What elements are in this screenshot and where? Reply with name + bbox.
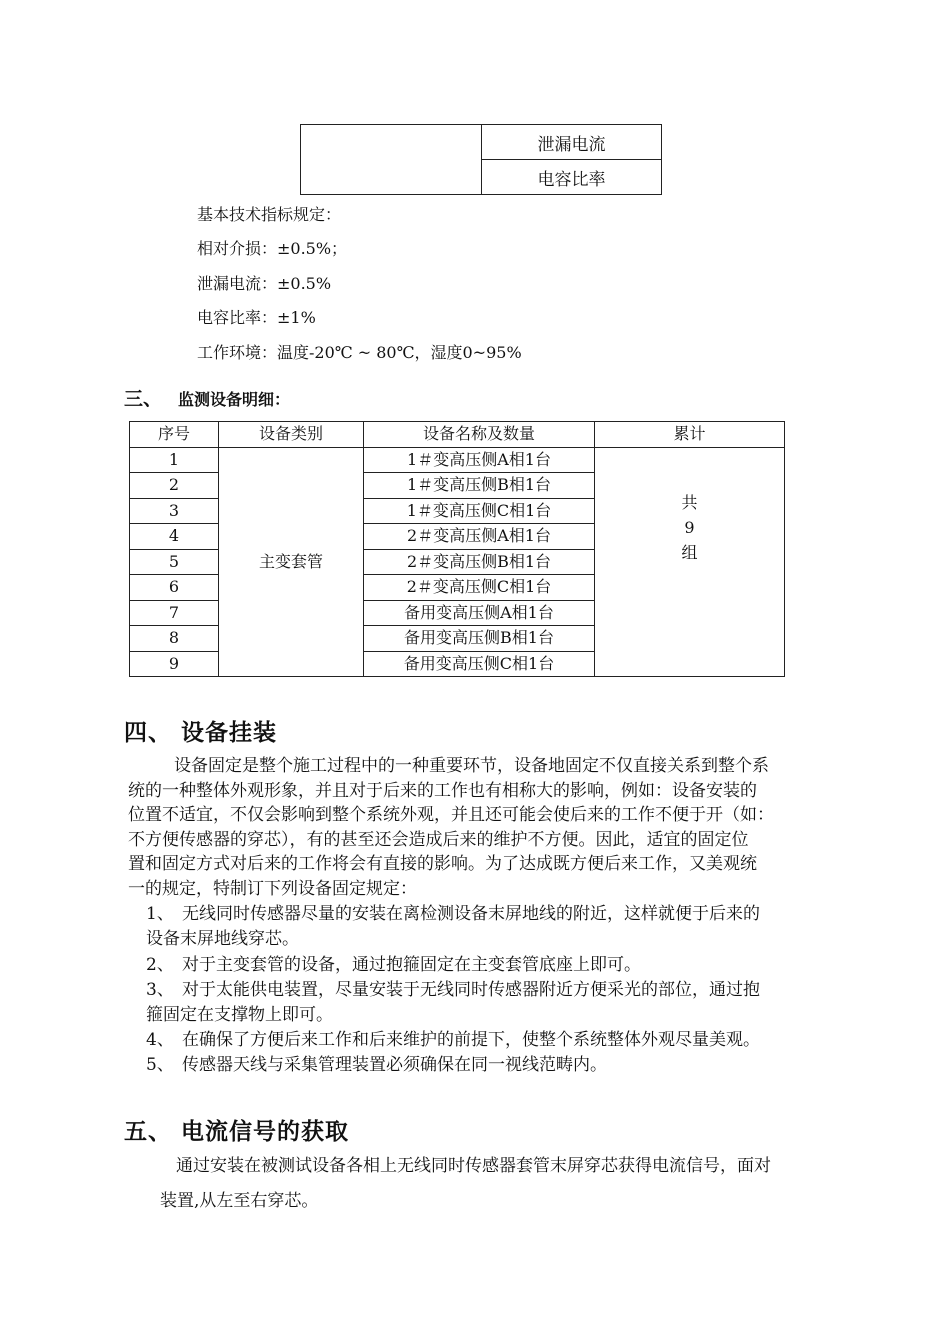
top-table <box>300 124 662 195</box>
paragraph-line: 不方便传感器的穿芯），有的甚至还会造成后来的维护不方便。因此，适宜的固定位 <box>128 829 749 850</box>
spec-item: 相对介损：±0.5%； <box>197 239 348 258</box>
row-name: 2＃变高压侧A相1台 <box>364 524 595 550</box>
list-text: 传感器天线与采集管理装置必须确保在同一视线范畴内。 <box>182 1055 607 1075</box>
spec-item: 泄漏电流：±0.5% <box>197 274 332 293</box>
row-no: 1 <box>130 447 219 473</box>
section5-line: 通过安装在被测试设备各相上无线同时传感器套管末屏穿芯获得电流信号，面对 <box>176 1156 771 1176</box>
top-table-cell: 泄漏电流 <box>482 125 662 160</box>
section3-heading <box>124 384 290 411</box>
row-no: 4 <box>130 524 219 550</box>
list-text-cont: 箍固定在支撑物上即可。 <box>146 1005 333 1025</box>
row-name: 备用变高压侧B相1台 <box>364 626 595 652</box>
total-line: 9 <box>684 517 695 537</box>
section5-heading: 五、 电流信号的获取 <box>124 1118 350 1145</box>
list-number: 5、 <box>146 1055 174 1075</box>
section3-title: 监测设备明细： <box>178 390 291 409</box>
top-table-cell: 电容比率 <box>482 160 662 195</box>
section4-paragraph <box>128 754 844 901</box>
header-total: 累计 <box>595 422 785 448</box>
list-number: 3、 <box>146 980 174 1000</box>
total-cell <box>595 447 785 677</box>
row-name: 备用变高压侧C相1台 <box>364 651 595 677</box>
header-category: 设备类别 <box>219 422 364 448</box>
section5-line: 装置,从左至右穿芯。 <box>160 1191 319 1211</box>
list-text: 在确保了方便后来工作和后来维护的前提下，使整个系统整体外观尽量美观。 <box>182 1030 760 1050</box>
header-no: 序号 <box>130 422 219 448</box>
list-number: 4、 <box>146 1030 174 1050</box>
row-no: 9 <box>130 651 219 677</box>
paragraph-line: 位置不适宜，不仅会影响到整个系统外观，并且还可能会使后来的工作不便于开（如： <box>128 805 774 825</box>
row-no: 3 <box>130 498 219 524</box>
list-text: 对于太能供电装置，尽量安装于无线同时传感器附近方便采光的部位，通过抱 <box>182 980 760 1000</box>
category-cell: 主变套管 <box>219 447 364 677</box>
list-text: 无线同时传感器尽量的安装在离检测设备末屏地线的附近，这样就便于后来的 <box>182 904 760 924</box>
section4-heading: 四、 设备挂装 <box>124 719 278 746</box>
paragraph-line: 统的一种整体外观形象，并且对于后来的工作也有相称大的影响，例如：设备安装的 <box>128 780 757 801</box>
row-no: 7 <box>130 600 219 626</box>
paragraph-line: 一的规定，特制订下列设备固定规定： <box>128 878 417 899</box>
table-row <box>130 447 785 473</box>
list-item <box>146 978 851 1028</box>
row-no: 2 <box>130 473 219 499</box>
paragraph-line: 设备固定是整个施工过程中的一种重要环节，设备地固定不仅直接关系到整个系 <box>174 756 769 776</box>
row-no: 6 <box>130 575 219 601</box>
top-table-empty-cell <box>301 125 482 195</box>
equipment-table <box>129 421 785 677</box>
row-no: 8 <box>130 626 219 652</box>
section3-number: 三、 <box>124 388 163 410</box>
header-name: 设备名称及数量 <box>364 422 595 448</box>
row-name: 1＃变高压侧A相1台 <box>364 447 595 473</box>
list-number: 1、 <box>146 904 174 924</box>
list-text-cont: 设备末屏地线穿芯。 <box>146 929 299 949</box>
total-line: 共 <box>681 492 698 512</box>
row-name: 2＃变高压侧B相1台 <box>364 549 595 575</box>
row-no: 5 <box>130 549 219 575</box>
table-header-row <box>130 422 785 448</box>
list-item <box>146 1028 851 1053</box>
list-item <box>146 902 851 952</box>
list-item <box>146 953 851 978</box>
row-name: 1＃变高压侧B相1台 <box>364 473 595 499</box>
row-name: 1＃变高压侧C相1台 <box>364 498 595 524</box>
row-name: 备用变高压侧A相1台 <box>364 600 595 626</box>
spec-heading: 基本技术指标规定： <box>197 205 342 224</box>
row-name: 2＃变高压侧C相1台 <box>364 575 595 601</box>
list-item <box>146 1053 851 1078</box>
list-text: 对于主变套管的设备，通过抱箍固定在主变套管底座上即可。 <box>182 955 641 975</box>
total-line: 组 <box>681 542 698 562</box>
spec-item: 电容比率：±1% <box>197 308 316 327</box>
list-number: 2、 <box>146 955 174 975</box>
spec-item: 工作环境：温度-20℃ ~ 80℃，湿度0~95% <box>197 343 522 362</box>
paragraph-line: 置和固定方式对后来的工作将会有直接的影响。为了达成既方便后来工作，又美观统 <box>128 854 757 874</box>
